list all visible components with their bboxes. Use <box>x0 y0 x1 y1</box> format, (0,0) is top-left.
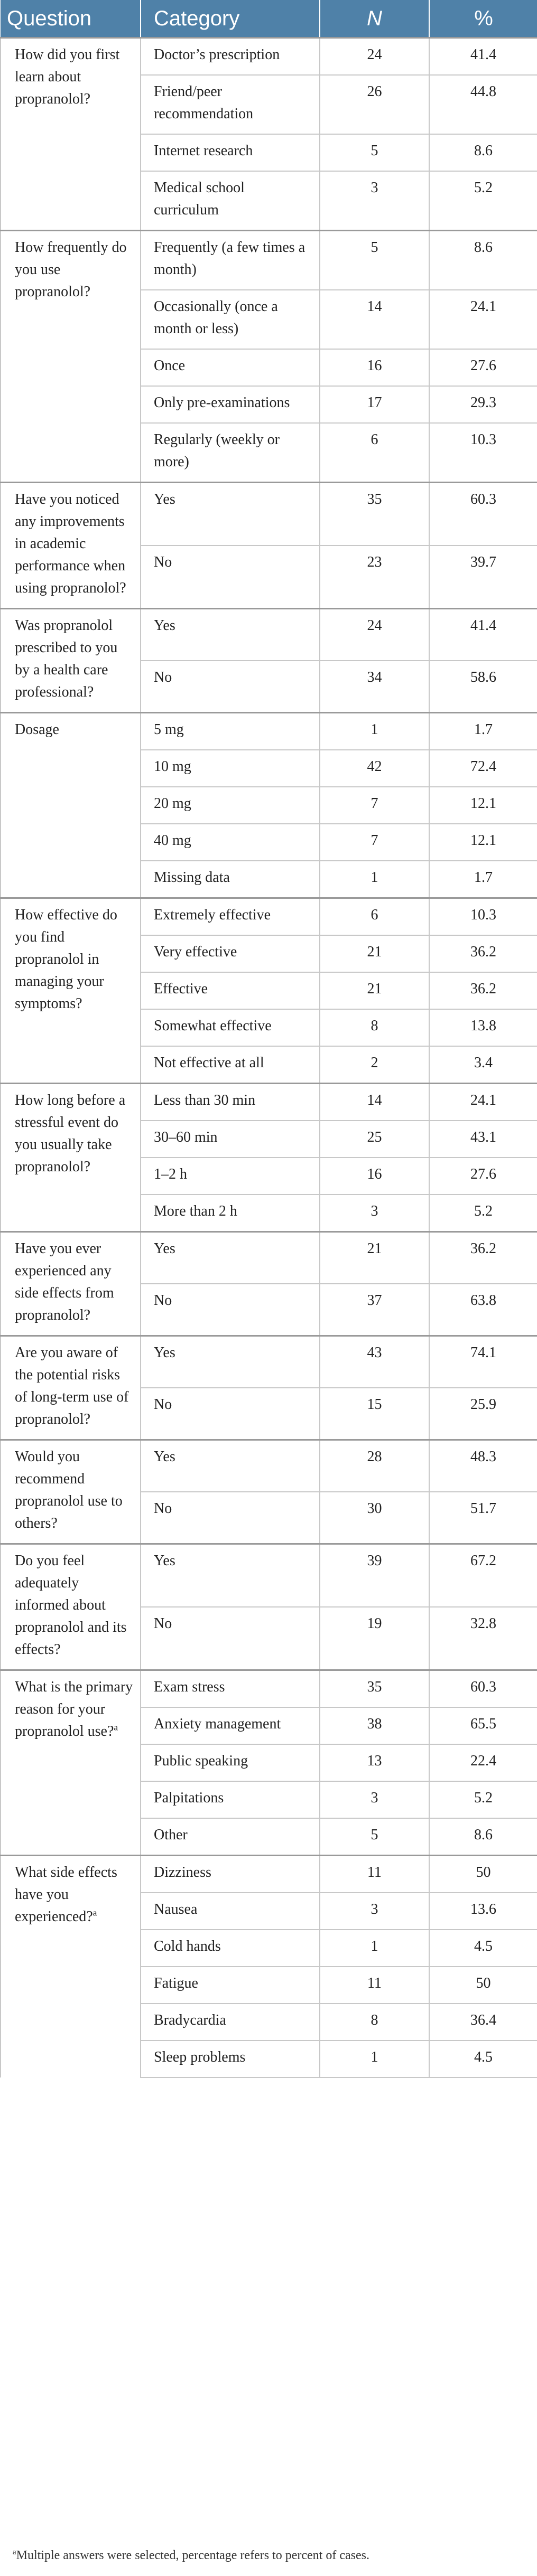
n-cell: 8 <box>320 2004 429 2041</box>
category-cell: Palpitations <box>141 1781 320 1818</box>
n-cell: 26 <box>320 75 429 134</box>
table-row <box>1 1084 537 1121</box>
percent-cell: 1.7 <box>429 713 537 750</box>
table-row <box>1 713 537 750</box>
n-cell: 7 <box>320 787 429 824</box>
percent-cell: 5.2 <box>429 171 537 231</box>
n-cell: 25 <box>320 1121 429 1158</box>
category-cell: No <box>141 1284 320 1336</box>
percent-cell: 50 <box>429 1856 537 1893</box>
percent-cell: 4.5 <box>429 1930 537 1967</box>
category-cell: Somewhat effective <box>141 1009 320 1046</box>
n-cell: 3 <box>320 1781 429 1818</box>
n-cell: 11 <box>320 1856 429 1893</box>
percent-cell: 12.1 <box>429 787 537 824</box>
header-question: Question <box>1 0 141 38</box>
percent-cell: 25.9 <box>429 1388 537 1440</box>
percent-cell: 5.2 <box>429 1781 537 1818</box>
percent-cell: 8.6 <box>429 231 537 290</box>
percent-cell: 3.4 <box>429 1046 537 1084</box>
question-text: Have you ever experienced any side effects from propranolol? <box>15 1240 114 1323</box>
percent-cell: 72.4 <box>429 750 537 787</box>
percent-cell: 13.6 <box>429 1893 537 1930</box>
percent-cell: 29.3 <box>429 386 537 423</box>
question-cell <box>1 1670 141 1856</box>
category-cell: No <box>141 661 320 713</box>
category-cell: Anxiety management <box>141 1707 320 1744</box>
category-cell: Not effective at all <box>141 1046 320 1084</box>
percent-cell: 74.1 <box>429 1336 537 1388</box>
question-cell <box>1 38 141 231</box>
question-cell <box>1 1544 141 1670</box>
n-cell: 17 <box>320 386 429 423</box>
category-cell: More than 2 h <box>141 1195 320 1232</box>
table-row <box>1 1856 537 1893</box>
n-cell: 21 <box>320 1232 429 1284</box>
question-text: Have you noticed any improvements in academic performance when using propranolol? <box>15 491 126 596</box>
category-cell: Cold hands <box>141 1930 320 1967</box>
percent-cell: 36.2 <box>429 972 537 1009</box>
n-cell: 7 <box>320 824 429 861</box>
n-cell: 6 <box>320 898 429 936</box>
question-text: Do you feel adequately informed about propranolol and its effects? <box>15 1553 127 1658</box>
percent-cell: 8.6 <box>429 1818 537 1856</box>
category-cell: 1–2 h <box>141 1158 320 1195</box>
category-cell: Friend/peer recommendation <box>141 75 320 134</box>
question-text: How frequently do you use propranolol? <box>15 239 127 300</box>
footnote-marker: a <box>13 2548 16 2556</box>
category-cell: 10 mg <box>141 750 320 787</box>
question-cell <box>1 1232 141 1336</box>
percent-cell: 13.8 <box>429 1009 537 1046</box>
question-text: How effective do you find propranolol in managing your symptoms? <box>15 907 117 1012</box>
percent-cell: 41.4 <box>429 38 537 76</box>
question-text: How did you first learn about propranolol? <box>15 46 120 107</box>
percent-cell: 27.6 <box>429 349 537 386</box>
footnote-marker: a <box>114 1722 118 1733</box>
table-header <box>1 0 537 38</box>
category-cell: Frequently (a few times a month) <box>141 231 320 290</box>
percent-cell: 60.3 <box>429 483 537 546</box>
question-cell <box>1 1856 141 2078</box>
percent-cell: 32.8 <box>429 1607 537 1670</box>
percent-cell: 48.3 <box>429 1440 537 1492</box>
category-cell: Other <box>141 1818 320 1856</box>
percent-cell: 63.8 <box>429 1284 537 1336</box>
percent-cell: 65.5 <box>429 1707 537 1744</box>
n-cell: 34 <box>320 661 429 713</box>
table-row <box>1 609 537 661</box>
percent-cell: 1.7 <box>429 861 537 898</box>
question-text: Would you recommend propranolol use to others? <box>15 1449 123 1531</box>
question-text: How long before a stressful event do you usually take propranolol? <box>15 1092 126 1175</box>
percent-cell: 58.6 <box>429 661 537 713</box>
question-text: What is the primary reason for your propranolol use? <box>15 1679 133 1740</box>
question-cell <box>1 1084 141 1232</box>
header-category: Category <box>141 0 320 38</box>
table-row <box>1 1232 537 1284</box>
category-cell: Yes <box>141 1336 320 1388</box>
category-cell: Dizziness <box>141 1856 320 1893</box>
percent-cell: 36.2 <box>429 935 537 972</box>
category-cell: Very effective <box>141 935 320 972</box>
question-text: Dosage <box>15 721 59 738</box>
table-footnote <box>13 2547 369 2563</box>
n-cell: 13 <box>320 1744 429 1781</box>
category-cell: Yes <box>141 609 320 661</box>
category-cell: Exam stress <box>141 1670 320 1708</box>
percent-cell: 24.1 <box>429 290 537 349</box>
category-cell: 30–60 min <box>141 1121 320 1158</box>
category-cell: Doctor’s prescription <box>141 38 320 76</box>
table-row <box>1 483 537 546</box>
percent-cell: 67.2 <box>429 1544 537 1607</box>
n-cell: 23 <box>320 546 429 609</box>
n-cell: 3 <box>320 1893 429 1930</box>
percent-cell: 51.7 <box>429 1492 537 1544</box>
n-cell: 8 <box>320 1009 429 1046</box>
percent-cell: 39.7 <box>429 546 537 609</box>
n-cell: 1 <box>320 1930 429 1967</box>
percent-cell: 43.1 <box>429 1121 537 1158</box>
category-cell: Yes <box>141 483 320 546</box>
header-percent: % <box>429 0 537 38</box>
table-row <box>1 1440 537 1492</box>
category-cell: Extremely effective <box>141 898 320 936</box>
percent-cell: 8.6 <box>429 134 537 171</box>
category-cell: Fatigue <box>141 1967 320 2004</box>
footnote-marker: a <box>92 1907 97 1918</box>
table-row <box>1 231 537 290</box>
n-cell: 2 <box>320 1046 429 1084</box>
question-cell <box>1 1440 141 1544</box>
n-cell: 16 <box>320 349 429 386</box>
question-cell <box>1 231 141 483</box>
question-cell <box>1 898 141 1084</box>
category-cell: No <box>141 1388 320 1440</box>
header-n: N <box>320 0 429 38</box>
category-cell: Regularly (weekly or more) <box>141 423 320 483</box>
category-cell: Public speaking <box>141 1744 320 1781</box>
n-cell: 5 <box>320 231 429 290</box>
category-cell: Nausea <box>141 1893 320 1930</box>
question-text: Was propranolol prescribed to you by a health care professional? <box>15 617 118 700</box>
table-row <box>1 38 537 76</box>
table-body <box>1 38 537 2078</box>
percent-cell: 36.4 <box>429 2004 537 2041</box>
percent-cell: 24.1 <box>429 1084 537 1121</box>
category-cell: Only pre-examinations <box>141 386 320 423</box>
n-cell: 16 <box>320 1158 429 1195</box>
n-cell: 3 <box>320 1195 429 1232</box>
category-cell: Yes <box>141 1232 320 1284</box>
n-cell: 5 <box>320 134 429 171</box>
table-row <box>1 898 537 936</box>
n-cell: 37 <box>320 1284 429 1336</box>
category-cell: Internet research <box>141 134 320 171</box>
n-cell: 1 <box>320 861 429 898</box>
percent-cell: 44.8 <box>429 75 537 134</box>
n-cell: 11 <box>320 1967 429 2004</box>
percent-cell: 60.3 <box>429 1670 537 1708</box>
question-text: Are you aware of the potential risks of long-term use of propranolol? <box>15 1345 129 1427</box>
percent-cell: 41.4 <box>429 609 537 661</box>
question-cell <box>1 609 141 713</box>
n-cell: 1 <box>320 713 429 750</box>
n-cell: 1 <box>320 2041 429 2077</box>
question-cell <box>1 713 141 898</box>
n-cell: 30 <box>320 1492 429 1544</box>
percent-cell: 36.2 <box>429 1232 537 1284</box>
n-cell: 5 <box>320 1818 429 1856</box>
category-cell: Yes <box>141 1544 320 1607</box>
header-row <box>1 0 537 38</box>
n-cell: 24 <box>320 609 429 661</box>
question-cell <box>1 483 141 609</box>
n-cell: 19 <box>320 1607 429 1670</box>
table-row <box>1 1544 537 1607</box>
n-cell: 14 <box>320 1084 429 1121</box>
percent-cell: 50 <box>429 1967 537 2004</box>
percent-cell: 5.2 <box>429 1195 537 1232</box>
category-cell: Effective <box>141 972 320 1009</box>
category-cell: No <box>141 1492 320 1544</box>
category-cell: 5 mg <box>141 713 320 750</box>
category-cell: Less than 30 min <box>141 1084 320 1121</box>
n-cell: 43 <box>320 1336 429 1388</box>
percent-cell: 27.6 <box>429 1158 537 1195</box>
category-cell: Yes <box>141 1440 320 1492</box>
n-cell: 35 <box>320 483 429 546</box>
n-cell: 3 <box>320 171 429 231</box>
n-cell: 6 <box>320 423 429 483</box>
percent-cell: 10.3 <box>429 423 537 483</box>
category-cell: Medical school curriculum <box>141 171 320 231</box>
category-cell: Bradycardia <box>141 2004 320 2041</box>
n-cell: 28 <box>320 1440 429 1492</box>
question-cell <box>1 1336 141 1440</box>
n-cell: 15 <box>320 1388 429 1440</box>
category-cell: 40 mg <box>141 824 320 861</box>
n-cell: 21 <box>320 935 429 972</box>
n-cell: 14 <box>320 290 429 349</box>
n-cell: 38 <box>320 1707 429 1744</box>
table-row <box>1 1336 537 1388</box>
n-cell: 21 <box>320 972 429 1009</box>
percent-cell: 22.4 <box>429 1744 537 1781</box>
percent-cell: 4.5 <box>429 2041 537 2077</box>
percent-cell: 12.1 <box>429 824 537 861</box>
category-cell: No <box>141 546 320 609</box>
table-row <box>1 1670 537 1708</box>
n-cell: 24 <box>320 38 429 76</box>
category-cell: Once <box>141 349 320 386</box>
category-cell: No <box>141 1607 320 1670</box>
category-cell: 20 mg <box>141 787 320 824</box>
question-text: What side effects have you experienced? <box>15 1864 117 1925</box>
n-cell: 42 <box>320 750 429 787</box>
n-cell: 35 <box>320 1670 429 1708</box>
category-cell: Missing data <box>141 861 320 898</box>
category-cell: Occasionally (once a month or less) <box>141 290 320 349</box>
footnote-text: Multiple answers were selected, percentage refers to percent of cases. <box>16 2549 369 2562</box>
category-cell: Sleep problems <box>141 2041 320 2077</box>
n-cell: 39 <box>320 1544 429 1607</box>
percent-cell: 10.3 <box>429 898 537 936</box>
